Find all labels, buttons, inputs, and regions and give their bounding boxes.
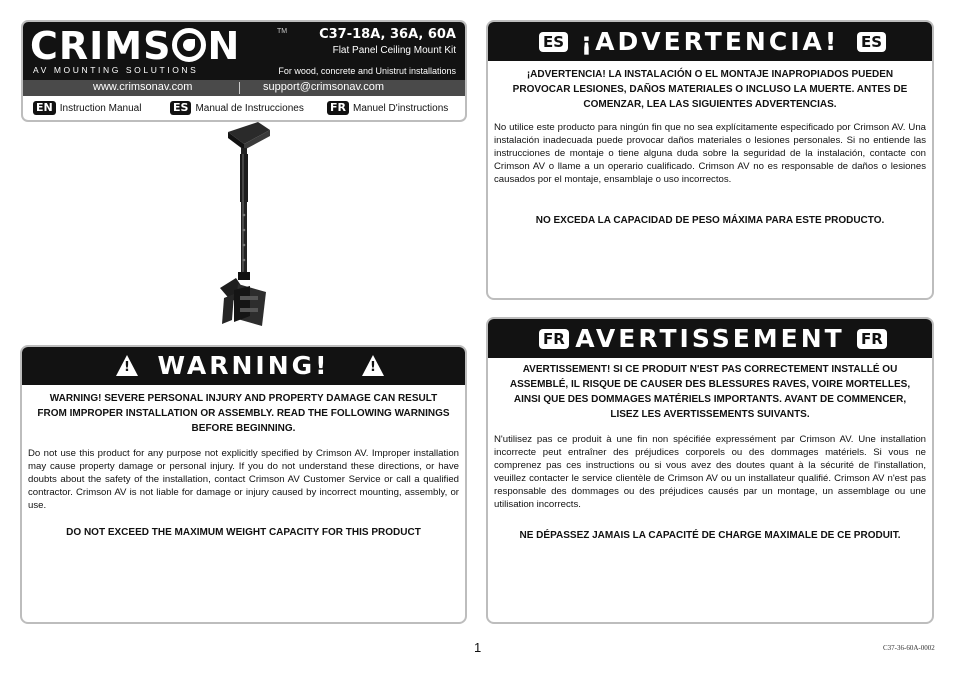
- page-number: 1: [474, 640, 482, 655]
- lang-badge-es-right: ES: [857, 32, 886, 52]
- warning-title-es: ¡ADVERTENCIA!: [580, 27, 840, 56]
- warning-header-fr: [488, 319, 932, 358]
- model-number: C37-18A, 36A, 60A: [319, 27, 456, 42]
- lang-item-en[interactable]: [33, 101, 141, 115]
- contact-divider: [239, 82, 240, 94]
- lang-badge-es-left: ES: [539, 32, 568, 52]
- lang-badge-fr-left: FR: [539, 329, 569, 349]
- support-email-link[interactable]: support@crimsonav.com: [263, 81, 384, 93]
- brand-o-icon: [172, 28, 206, 62]
- header-banner: [23, 22, 465, 80]
- brand-text-left: CRIMS: [30, 24, 172, 68]
- lang-badge-es: ES: [170, 101, 191, 115]
- kit-name: Flat Panel Ceiling Mount Kit: [332, 45, 456, 56]
- warning-caution-es: NO EXCEDA LA CAPACIDAD DE PESO MÁXIMA PARA ESTE PRODUCTO.: [535, 215, 885, 226]
- warning-caution-fr: NE DÉPASSEZ JAMAIS LA CAPACITÉ DE CHARGE MAXIMALE DE CE PRODUIT.: [519, 530, 901, 541]
- warning-card-en: [20, 345, 467, 624]
- warning-bold-es: ¡ADVERTENCIA! LA INSTALACIÓN O EL MONTAJE INAPROPIADOS PUEDEN PROVOCAR LESIONES, DAÑOS MATERIALES O INCLUSO LA MUERTE. ANTES DE COMENZAR, LEA LAS SIGUIENTES ADVERTENCIAS.: [512, 69, 908, 110]
- warning-card-fr: [486, 317, 934, 624]
- lang-label-es: Manual de Instrucciones: [195, 102, 304, 114]
- trademark-symbol: TM: [277, 28, 288, 35]
- lang-badge-en: EN: [33, 101, 56, 115]
- contact-bar: [23, 80, 465, 96]
- lang-label-en: Instruction Manual: [59, 102, 142, 114]
- warning-body-fr: N'utilisez pas ce produit à une fin non spécifiée expressément par Crimson AV. Une installation incorrecte peut entraîner des préjudices corporels ou des dommages matériels. Si vous ne comprenez pas ces instructions ou si vous avez des doutes quant à la sécurité de l'installation, veuillez contacter le service clientèle de Crimson AV ou un installateur qualifié. Crimson AV n'est pas responsable des dommages ou des préjudices causés par un montage, un assemblage ou une utilisation incorrects.: [494, 434, 926, 510]
- lang-badge-fr-right: FR: [857, 329, 887, 349]
- language-row: [23, 98, 465, 120]
- lang-item-es[interactable]: [170, 101, 304, 115]
- warning-triangle-icon: [362, 355, 384, 376]
- warning-title-en: WARNING!: [157, 351, 330, 380]
- brand-logo: [30, 26, 240, 66]
- brand-text-right: N: [207, 24, 241, 68]
- installation-types: For wood, concrete and Unistrut installations: [278, 66, 456, 76]
- warning-caution-en: DO NOT EXCEED THE MAXIMUM WEIGHT CAPACITY FOR THIS PRODUCT: [66, 527, 421, 538]
- document-code: C37-36-60A-0002: [883, 644, 935, 652]
- ceiling-mount-image: [210, 120, 280, 335]
- warning-card-es: [486, 20, 934, 300]
- header-card: [21, 20, 467, 122]
- warning-body-en: Do not use this product for any purpose not explicitly specified by Crimson AV. Improper installation may cause property damage or personal injury. If you do not understand these directions, or have doubts about the safety of the installation, contact Crimson AV Customer Service or call a qualified contractor. Crimson AV is not liable for damage or injury caused by incorrect mounting, assembly, or use.: [28, 448, 459, 511]
- brand-tagline: AV MOUNTING SOLUTIONS: [33, 65, 199, 75]
- warning-body-es: No utilice este producto para ningún fin que no sea explícitamente especificado por Crimson AV. Una instalación inadecuada puede provocar daños materiales o lesiones personales. Si no entiende las instrucciones de montaje o tiene alguna duda sobre la seguridad de la instalación, contacte con Crimson AV o llame a un operario cualificado. Crimson AV no es responsable de daños o lesiones causados por el montaje, ensamblaje o uso incorrectos.: [494, 122, 926, 185]
- lang-item-fr[interactable]: [327, 101, 448, 115]
- website-link[interactable]: www.crimsonav.com: [93, 81, 193, 93]
- warning-header-es: [488, 22, 932, 61]
- warning-title-fr: AVERTISSEMENT: [575, 324, 845, 353]
- warning-bold-fr: AVERTISSEMENT! SI CE PRODUIT N'EST PAS CORRECTEMENT INSTALLÉ OU ASSEMBLÉ, IL RISQUE DE CAUSER DES BLESSURES RAVES, VOIRE MORTELLES, AINSI QUE DES DOMMAGES MATÉRIELS IMPORTANTS. AVANT DE COMMENCER, LISEZ LES AVERTISSEMENTS SUIVANTS.: [509, 364, 911, 420]
- warning-header-en: [22, 347, 465, 385]
- lang-label-fr: Manuel D'instructions: [352, 102, 449, 114]
- lang-badge-fr: FR: [327, 101, 349, 115]
- warning-bold-en: WARNING! SEVERE PERSONAL INJURY AND PROPERTY DAMAGE CAN RESULT FROM IMPROPER INSTALLATION OR ASSEMBLY. READ THE FOLLOWING WARNINGS BEFORE BEGINNING.: [37, 393, 450, 434]
